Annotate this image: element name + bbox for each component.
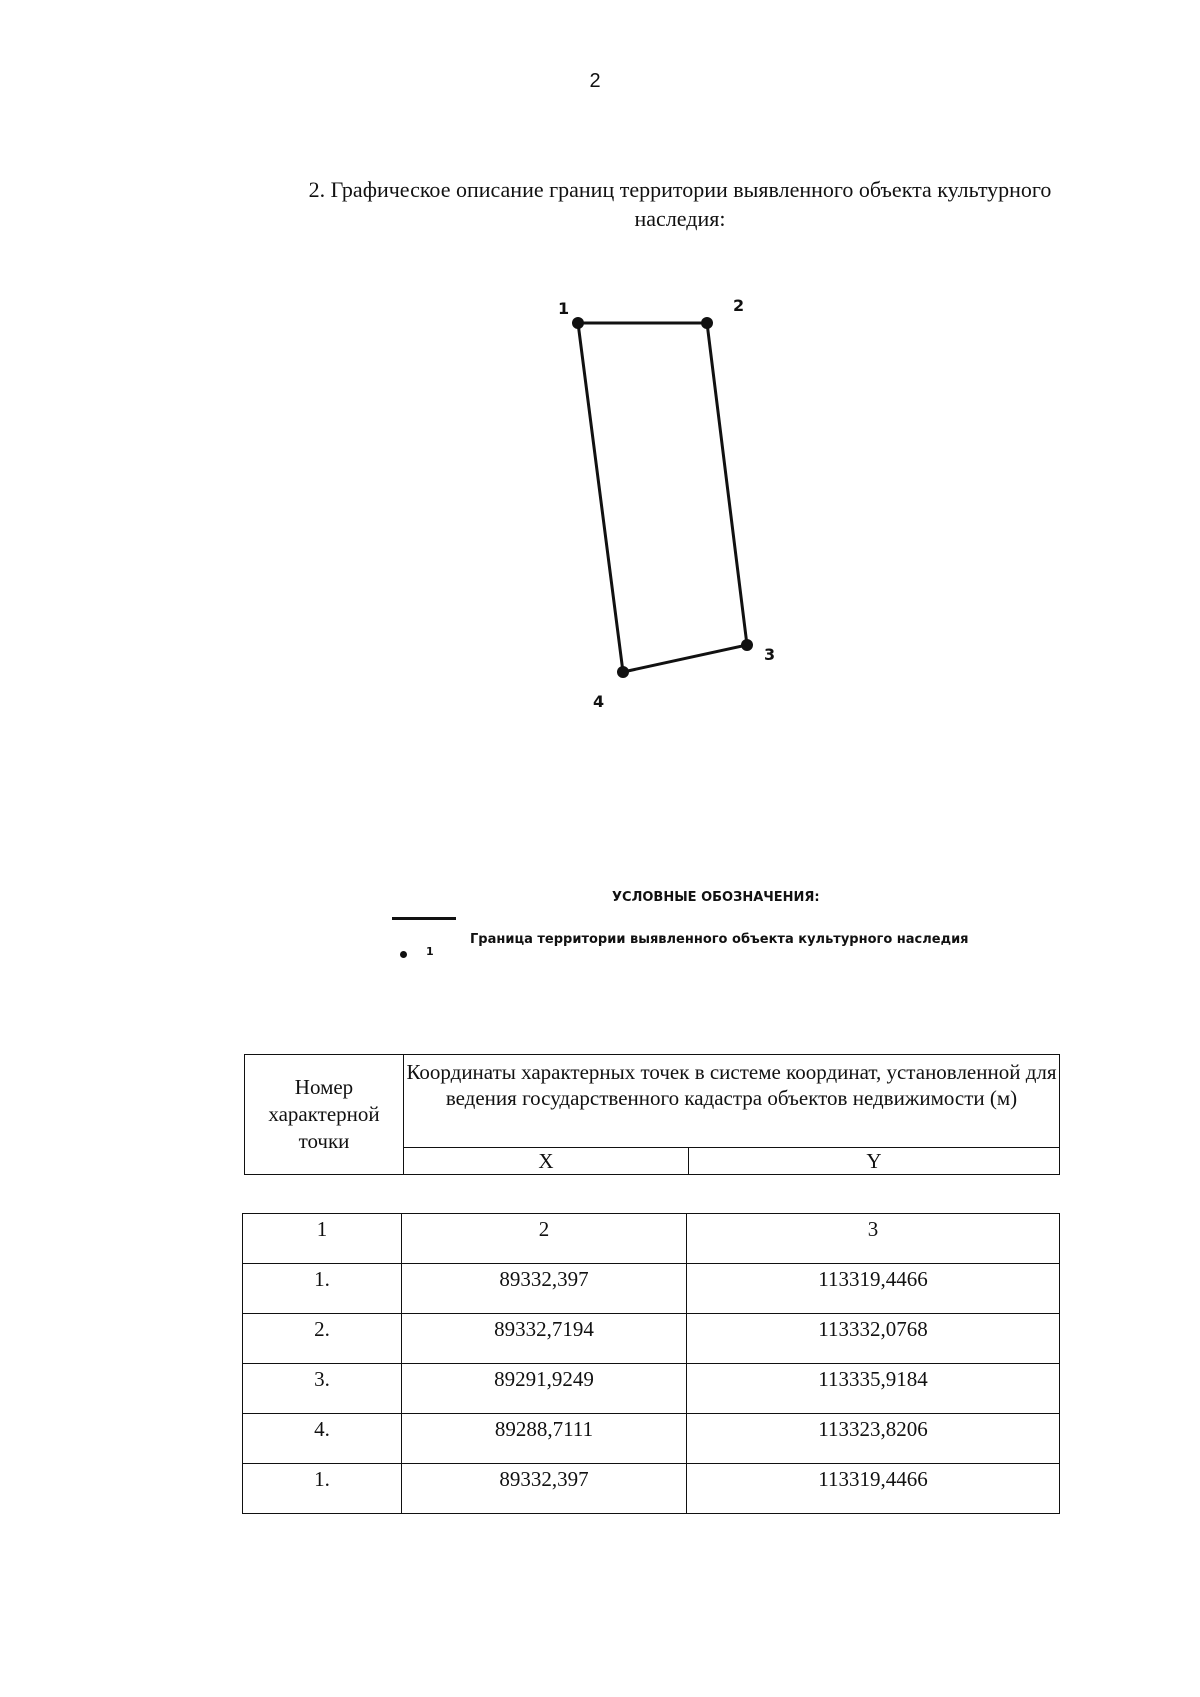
legend-boundary-text: Граница территории выявленного объекта культурного наследия [470,932,969,947]
coordinates-header: Координаты характерных точек в системе координат, установленной для ведения государственного кадастра объектов недвижимости (м) [404,1055,1060,1148]
point-label-4: 4 [593,692,605,711]
boundary-polygon [578,323,747,672]
column-number-3: 3 [687,1214,1060,1264]
table-row [243,1314,1060,1364]
column-number-1: 1 [243,1214,402,1264]
boundary-point-2 [701,317,713,329]
x-cell: 89332,397 [402,1464,687,1514]
point-number-cell: 2. [243,1314,402,1364]
point-number-cell: 3. [243,1364,402,1414]
point-number-cell: 4. [243,1414,402,1464]
legend-point-label: 1 [426,945,434,958]
x-cell: 89291,9249 [402,1364,687,1414]
boundary-scheme [0,0,1200,760]
point-number-cell: 1. [243,1464,402,1514]
y-cell: 113319,4466 [687,1264,1060,1314]
boundary-point-3 [741,639,753,651]
point-number-cell: 1. [243,1264,402,1314]
table-column-numbers-row [243,1214,1060,1264]
legend-title: УСЛОВНЫЕ ОБОЗНАЧЕНИЯ: [612,890,820,905]
heading-line-1: 2. Графическое описание границ территории выявленного объекта культурного [308,177,1052,202]
boundary-point-4 [617,666,629,678]
point-label-3: 3 [764,645,776,664]
table-row [243,1364,1060,1414]
legend-point-sample [400,951,407,958]
coordinates-table [242,1213,1060,1514]
table-row [243,1264,1060,1314]
table-row [243,1414,1060,1464]
point-number-header: Номер характерной точки [245,1055,404,1175]
heading-line-2: наследия: [634,206,726,231]
page-number: 2 [589,70,601,92]
coordinates-header-table [244,1054,1060,1175]
y-header: Y [689,1148,1060,1175]
y-cell: 113323,8206 [687,1414,1060,1464]
x-cell: 89332,397 [402,1264,687,1314]
y-cell: 113319,4466 [687,1464,1060,1514]
y-cell: 113332,0768 [687,1314,1060,1364]
x-header: X [404,1148,689,1175]
x-cell: 89332,7194 [402,1314,687,1364]
boundary-point-1 [572,317,584,329]
y-cell: 113335,9184 [687,1364,1060,1414]
table-row [243,1464,1060,1514]
column-number-2: 2 [402,1214,687,1264]
x-cell: 89288,7111 [402,1414,687,1464]
point-label-1: 1 [558,299,570,318]
point-label-2: 2 [733,296,745,315]
legend-boundary-line-sample [392,917,456,920]
